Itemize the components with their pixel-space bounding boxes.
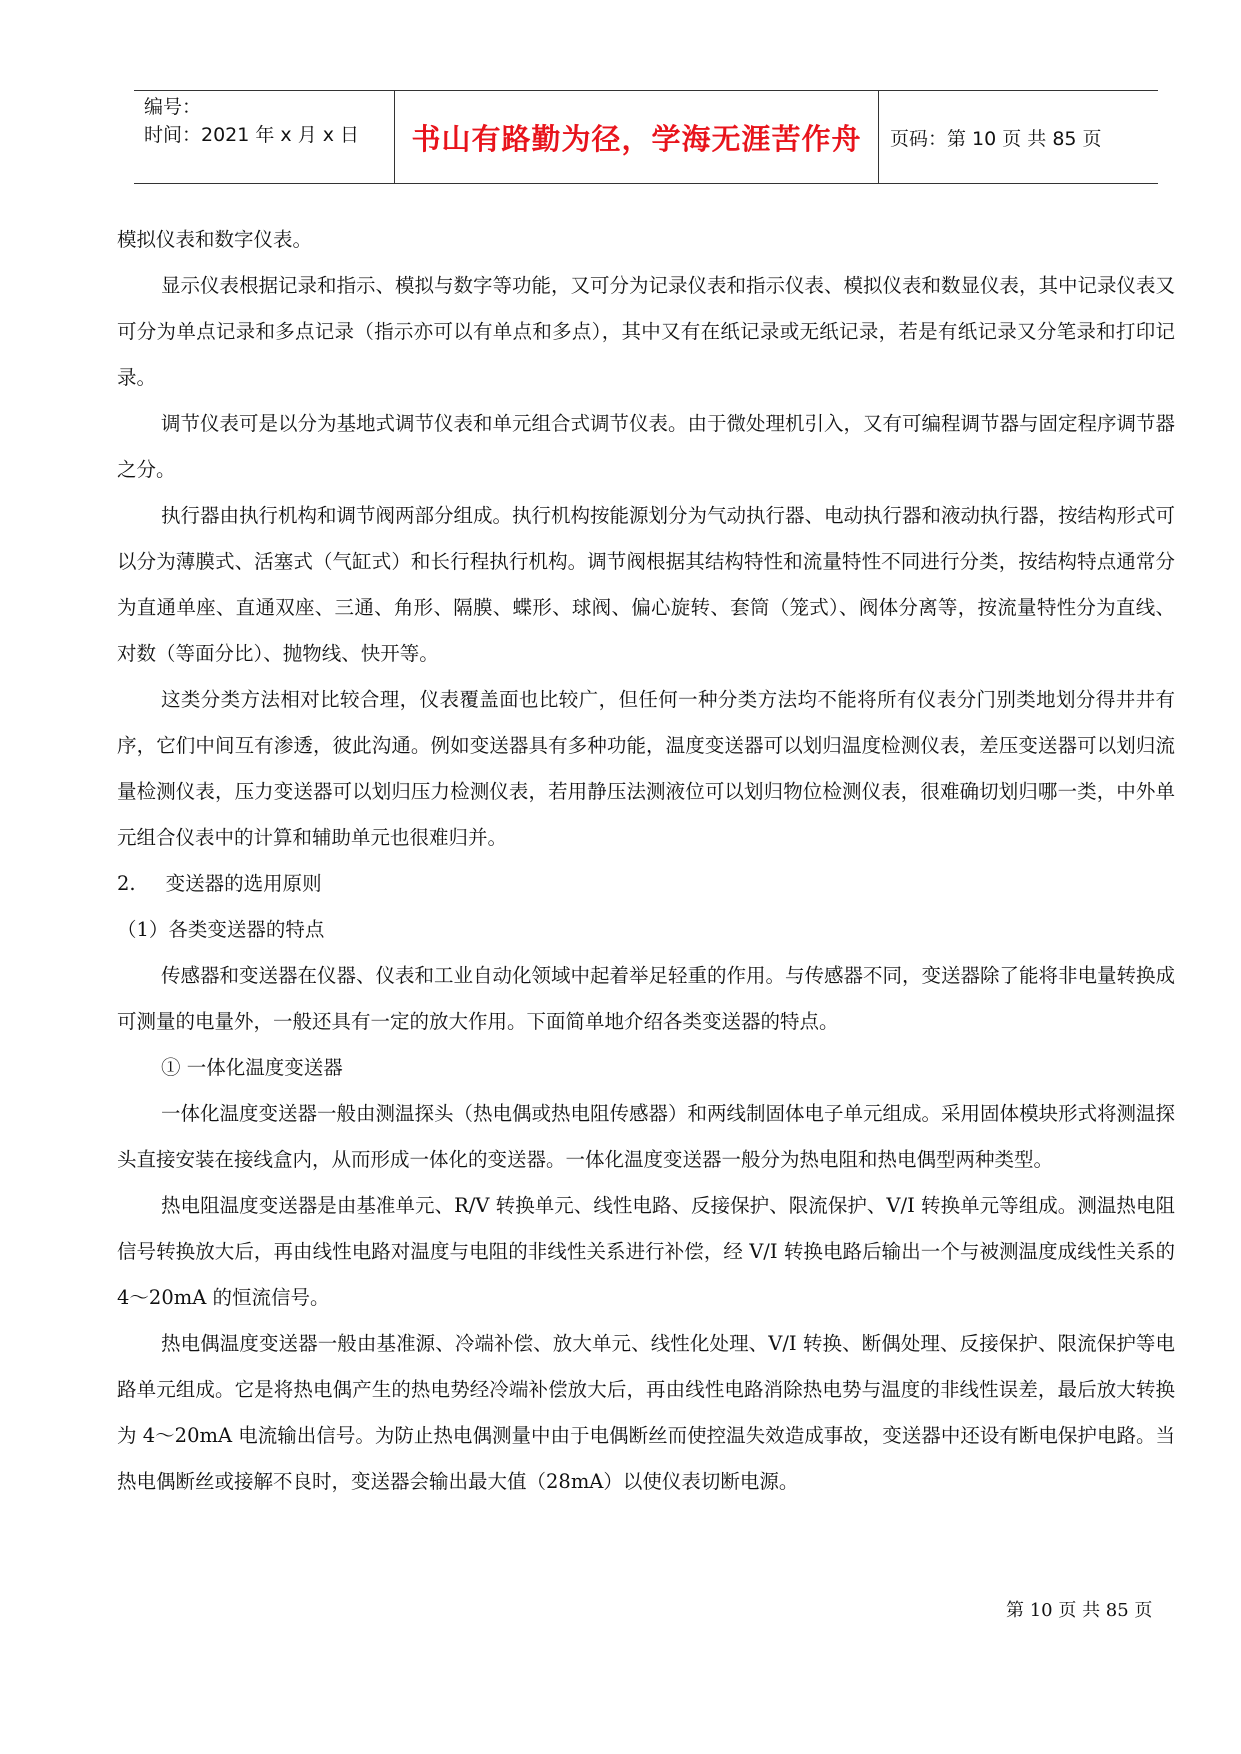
paragraph: 传感器和变送器在仪器、仪表和工业自动化领域中起着举足轻重的作用。与传感器不同，变送器除了能将非电量转换成可测量的电量外，一般还具有一定的放大作用。下面简单地介绍各类变送器的特点。 — [117, 964, 1176, 1033]
header-motto: 书山有路勤为径，学海无涯苦作舟 — [411, 121, 862, 156]
serial-label: 编号： — [144, 96, 202, 118]
paragraph: 一体化温度变送器一般由测温探头（热电偶或热电阻传感器）和两线制固体电子单元组成。采用固体模块形式将测温探头直接安装在接线盒内，从而形成一体化的变送器。一体化温度变送器一般分为热电阻和热电偶型两种类型。 — [117, 1102, 1176, 1171]
subsection-heading: （1）各类变送器的特点 — [117, 918, 325, 941]
paragraph: 热电阻温度变送器是由基准单元、R/V 转换单元、线性电路、反接保护、限流保护、V/I 转换单元等组成。测温热电阻信号转换放大后，再由线性电路对温度与电阻的非线性关系进行补偿，经 V/I 转换电路后输出一个与被测温度成线性关系的 4～20mA 的恒流信号。 — [117, 1194, 1175, 1309]
paragraph: 显示仪表根据记录和指示、模拟与数字等功能，又可分为记录仪表和指示仪表、模拟仪表和数显仪表，其中记录仪表又可分为单点记录和多点记录（指示亦可以有单点和多点），其中又有在纸记录或无纸记录，若是有纸记录又分笔录和打印记录。 — [117, 274, 1176, 389]
page-number-footer: 第 10 页 共 85 页 — [1006, 1600, 1153, 1621]
section-title: 变送器的选用原则 — [165, 872, 322, 895]
paragraph: 模拟仪表和数字仪表。 — [117, 228, 313, 251]
paragraph: 热电偶温度变送器一般由基准源、冷端补偿、放大单元、线性化处理、V/I 转换、断偶处理、反接保护、限流保护等电路单元组成。它是将热电偶产生的热电势经冷端补偿放大后，再由线性电路消除热电势与温度的非线性误差，最后放大转换为 4～20mA 电流输出信号。为防止热电偶测量中由于电偶断丝而使控温失效造成事故，变送器中还设有断电保护电路。当热电偶断丝或接解不良时，变送器会输出最大值（28mA）以使仪表切断电源。 — [117, 1332, 1175, 1493]
header-divider — [878, 91, 879, 183]
section-number: 2. — [117, 872, 136, 895]
paragraph: 执行器由执行机构和调节阀两部分组成。执行机构按能源划分为气动执行器、电动执行器和液动执行器，按结构形式可以分为薄膜式、活塞式（气缸式）和长行程执行机构。调节阀根据其结构特性和流量特性不同进行分类，按结构特点通常分为直通单座、直通双座、三通、角形、隔膜、蝶形、球阀、偏心旋转、套筒（笼式）、阀体分离等，按流量特性分为直线、对数（等面分比）、抛物线、快开等。 — [117, 504, 1176, 665]
header-page-label: 页码：第 10 页 共 85 页 — [890, 127, 1102, 150]
page-header — [134, 90, 1158, 184]
header-meta — [144, 93, 392, 149]
list-item-heading: ① 一体化温度变送器 — [161, 1056, 343, 1079]
section-heading — [117, 861, 1175, 907]
paragraph: 这类分类方法相对比较合理，仪表覆盖面也比较广，但任何一种分类方法均不能将所有仪表分门别类地划分得井井有序，它们中间互有渗透，彼此沟通。例如变送器具有多种功能，温度变送器可以划归温度检测仪表，差压变送器可以划归流量检测仪表，压力变送器可以划归压力检测仪表，若用静压法测液位可以划归物位检测仪表，很难确切划归哪一类，中外单元组合仪表中的计算和辅助单元也很难归并。 — [117, 688, 1175, 849]
time-label: 时间：2021 年 x 月 x 日 — [144, 124, 360, 146]
document-body — [117, 217, 1175, 1505]
paragraph: 调节仪表可是以分为基地式调节仪表和单元组合式调节仪表。由于微处理机引入，又有可编程调节器与固定程序调节器之分。 — [117, 412, 1176, 481]
